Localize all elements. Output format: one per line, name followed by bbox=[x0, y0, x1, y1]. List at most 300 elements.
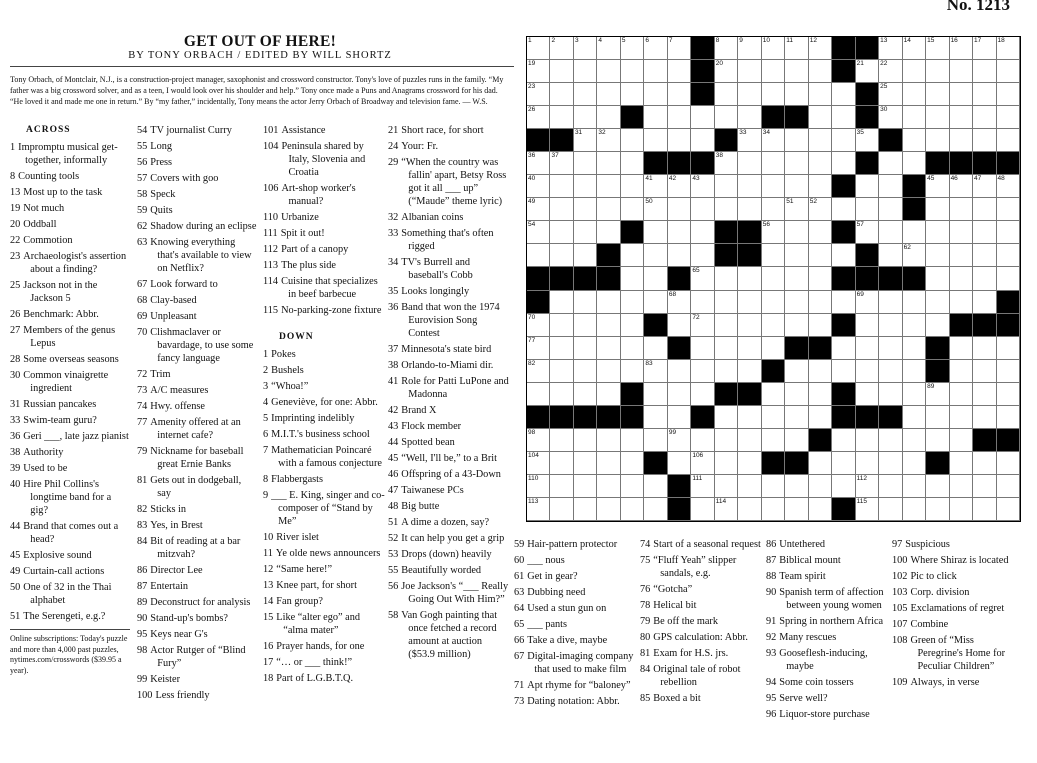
grid-square[interactable] bbox=[550, 452, 573, 475]
grid-square[interactable] bbox=[550, 198, 573, 221]
grid-square[interactable] bbox=[879, 498, 902, 521]
grid-square[interactable] bbox=[762, 152, 785, 175]
grid-square[interactable] bbox=[644, 429, 667, 452]
grid-square[interactable] bbox=[597, 475, 620, 498]
grid-square[interactable] bbox=[597, 383, 620, 406]
grid-square[interactable] bbox=[762, 498, 785, 521]
grid-square[interactable] bbox=[856, 291, 879, 314]
grid-square[interactable] bbox=[903, 498, 926, 521]
grid-square[interactable] bbox=[856, 129, 879, 152]
grid-square[interactable] bbox=[668, 406, 691, 429]
grid-square[interactable] bbox=[762, 314, 785, 337]
grid-square[interactable] bbox=[550, 175, 573, 198]
grid-square[interactable] bbox=[879, 37, 902, 60]
grid-square[interactable] bbox=[597, 83, 620, 106]
grid-square[interactable] bbox=[574, 291, 597, 314]
grid-square[interactable] bbox=[715, 83, 738, 106]
grid-square[interactable] bbox=[903, 291, 926, 314]
grid-square[interactable] bbox=[762, 60, 785, 83]
grid-square[interactable] bbox=[574, 175, 597, 198]
grid-square[interactable] bbox=[856, 221, 879, 244]
grid-square[interactable] bbox=[785, 221, 808, 244]
grid-square[interactable] bbox=[903, 129, 926, 152]
grid-square[interactable] bbox=[973, 175, 996, 198]
grid-square[interactable] bbox=[738, 129, 761, 152]
grid-square[interactable] bbox=[715, 429, 738, 452]
grid-square[interactable] bbox=[785, 83, 808, 106]
grid-square[interactable] bbox=[997, 129, 1020, 152]
grid-square[interactable] bbox=[738, 406, 761, 429]
grid-square[interactable] bbox=[762, 406, 785, 429]
grid-square[interactable] bbox=[621, 60, 644, 83]
grid-square[interactable] bbox=[527, 498, 550, 521]
grid-square[interactable] bbox=[621, 129, 644, 152]
grid-square[interactable] bbox=[738, 475, 761, 498]
grid-square[interactable] bbox=[997, 337, 1020, 360]
grid-square[interactable] bbox=[691, 452, 714, 475]
grid-square[interactable] bbox=[715, 406, 738, 429]
grid-square[interactable] bbox=[715, 314, 738, 337]
grid-square[interactable] bbox=[950, 198, 973, 221]
grid-square[interactable] bbox=[738, 314, 761, 337]
grid-square[interactable] bbox=[644, 475, 667, 498]
grid-square[interactable] bbox=[738, 37, 761, 60]
grid-square[interactable] bbox=[621, 498, 644, 521]
grid-square[interactable] bbox=[762, 291, 785, 314]
grid-square[interactable] bbox=[809, 383, 832, 406]
grid-square[interactable] bbox=[950, 267, 973, 290]
grid-square[interactable] bbox=[809, 83, 832, 106]
grid-square[interactable] bbox=[903, 406, 926, 429]
grid-square[interactable] bbox=[738, 267, 761, 290]
grid-square[interactable] bbox=[621, 244, 644, 267]
grid-square[interactable] bbox=[997, 406, 1020, 429]
grid-square[interactable] bbox=[715, 498, 738, 521]
grid-square[interactable] bbox=[856, 475, 879, 498]
grid-square[interactable] bbox=[785, 406, 808, 429]
grid-square[interactable] bbox=[856, 429, 879, 452]
grid-square[interactable] bbox=[832, 291, 855, 314]
grid-square[interactable] bbox=[668, 314, 691, 337]
grid-square[interactable] bbox=[738, 291, 761, 314]
grid-square[interactable] bbox=[668, 83, 691, 106]
grid-square[interactable] bbox=[738, 175, 761, 198]
grid-square[interactable] bbox=[973, 83, 996, 106]
grid-square[interactable] bbox=[527, 314, 550, 337]
grid-square[interactable] bbox=[668, 221, 691, 244]
grid-square[interactable] bbox=[879, 291, 902, 314]
grid-square[interactable] bbox=[644, 198, 667, 221]
grid-square[interactable] bbox=[574, 37, 597, 60]
grid-square[interactable] bbox=[950, 37, 973, 60]
grid-square[interactable] bbox=[785, 475, 808, 498]
grid-square[interactable] bbox=[668, 360, 691, 383]
grid-square[interactable] bbox=[621, 337, 644, 360]
grid-square[interactable] bbox=[644, 129, 667, 152]
grid-square[interactable] bbox=[926, 475, 949, 498]
grid-square[interactable] bbox=[550, 60, 573, 83]
grid-square[interactable] bbox=[644, 291, 667, 314]
grid-square[interactable] bbox=[574, 314, 597, 337]
grid-square[interactable] bbox=[574, 429, 597, 452]
grid-square[interactable] bbox=[691, 498, 714, 521]
grid-square[interactable] bbox=[785, 37, 808, 60]
grid-square[interactable] bbox=[809, 244, 832, 267]
grid-square[interactable] bbox=[550, 337, 573, 360]
grid-square[interactable] bbox=[597, 360, 620, 383]
grid-square[interactable] bbox=[762, 198, 785, 221]
grid-square[interactable] bbox=[597, 221, 620, 244]
grid-square[interactable] bbox=[997, 106, 1020, 129]
grid-square[interactable] bbox=[597, 498, 620, 521]
grid-square[interactable] bbox=[621, 175, 644, 198]
grid-square[interactable] bbox=[574, 221, 597, 244]
grid-square[interactable] bbox=[550, 152, 573, 175]
grid-square[interactable] bbox=[950, 337, 973, 360]
grid-square[interactable] bbox=[879, 360, 902, 383]
grid-square[interactable] bbox=[809, 37, 832, 60]
grid-square[interactable] bbox=[785, 291, 808, 314]
grid-square[interactable] bbox=[668, 291, 691, 314]
grid-square[interactable] bbox=[809, 475, 832, 498]
grid-square[interactable] bbox=[903, 475, 926, 498]
grid-square[interactable] bbox=[644, 83, 667, 106]
grid-square[interactable] bbox=[809, 267, 832, 290]
grid-square[interactable] bbox=[785, 129, 808, 152]
grid-square[interactable] bbox=[715, 106, 738, 129]
grid-square[interactable] bbox=[926, 83, 949, 106]
grid-square[interactable] bbox=[527, 106, 550, 129]
grid-square[interactable] bbox=[809, 314, 832, 337]
grid-square[interactable] bbox=[550, 429, 573, 452]
grid-square[interactable] bbox=[762, 267, 785, 290]
grid-square[interactable] bbox=[997, 221, 1020, 244]
grid-square[interactable] bbox=[785, 429, 808, 452]
grid-square[interactable] bbox=[738, 429, 761, 452]
grid-square[interactable] bbox=[832, 360, 855, 383]
grid-square[interactable] bbox=[926, 383, 949, 406]
grid-square[interactable] bbox=[550, 314, 573, 337]
grid-square[interactable] bbox=[621, 291, 644, 314]
grid-square[interactable] bbox=[597, 175, 620, 198]
grid-square[interactable] bbox=[926, 498, 949, 521]
grid-square[interactable] bbox=[809, 106, 832, 129]
grid-square[interactable] bbox=[879, 244, 902, 267]
grid-square[interactable] bbox=[597, 152, 620, 175]
grid-square[interactable] bbox=[809, 152, 832, 175]
grid-square[interactable] bbox=[597, 37, 620, 60]
grid-square[interactable] bbox=[903, 37, 926, 60]
grid-square[interactable] bbox=[574, 244, 597, 267]
grid-square[interactable] bbox=[903, 452, 926, 475]
grid-square[interactable] bbox=[903, 106, 926, 129]
grid-square[interactable] bbox=[879, 83, 902, 106]
grid-square[interactable] bbox=[644, 337, 667, 360]
grid-square[interactable] bbox=[785, 244, 808, 267]
grid-square[interactable] bbox=[785, 498, 808, 521]
grid-square[interactable] bbox=[950, 475, 973, 498]
grid-square[interactable] bbox=[527, 337, 550, 360]
grid-square[interactable] bbox=[550, 83, 573, 106]
grid-square[interactable] bbox=[997, 267, 1020, 290]
grid-square[interactable] bbox=[973, 360, 996, 383]
grid-square[interactable] bbox=[527, 429, 550, 452]
grid-square[interactable] bbox=[691, 337, 714, 360]
grid-square[interactable] bbox=[715, 291, 738, 314]
grid-square[interactable] bbox=[879, 198, 902, 221]
grid-square[interactable] bbox=[644, 498, 667, 521]
grid-square[interactable] bbox=[644, 244, 667, 267]
grid-square[interactable] bbox=[691, 291, 714, 314]
grid-square[interactable] bbox=[950, 175, 973, 198]
grid-square[interactable] bbox=[879, 106, 902, 129]
grid-square[interactable] bbox=[574, 106, 597, 129]
grid-square[interactable] bbox=[762, 244, 785, 267]
grid-square[interactable] bbox=[668, 452, 691, 475]
grid-square[interactable] bbox=[950, 244, 973, 267]
grid-square[interactable] bbox=[950, 498, 973, 521]
grid-square[interactable] bbox=[527, 383, 550, 406]
grid-square[interactable] bbox=[832, 429, 855, 452]
grid-square[interactable] bbox=[809, 498, 832, 521]
grid-square[interactable] bbox=[527, 37, 550, 60]
grid-square[interactable] bbox=[738, 498, 761, 521]
grid-square[interactable] bbox=[926, 267, 949, 290]
grid-square[interactable] bbox=[762, 383, 785, 406]
grid-square[interactable] bbox=[644, 406, 667, 429]
grid-square[interactable] bbox=[950, 360, 973, 383]
grid-square[interactable] bbox=[903, 383, 926, 406]
grid-square[interactable] bbox=[903, 337, 926, 360]
grid-square[interactable] bbox=[997, 452, 1020, 475]
grid-square[interactable] bbox=[527, 244, 550, 267]
grid-square[interactable] bbox=[527, 175, 550, 198]
grid-square[interactable] bbox=[621, 198, 644, 221]
grid-square[interactable] bbox=[926, 129, 949, 152]
grid-square[interactable] bbox=[903, 60, 926, 83]
grid-square[interactable] bbox=[738, 60, 761, 83]
grid-square[interactable] bbox=[621, 314, 644, 337]
grid-square[interactable] bbox=[809, 291, 832, 314]
grid-square[interactable] bbox=[832, 129, 855, 152]
grid-square[interactable] bbox=[973, 221, 996, 244]
grid-square[interactable] bbox=[832, 337, 855, 360]
grid-square[interactable] bbox=[597, 314, 620, 337]
grid-square[interactable] bbox=[832, 106, 855, 129]
grid-square[interactable] bbox=[856, 452, 879, 475]
grid-square[interactable] bbox=[926, 221, 949, 244]
grid-square[interactable] bbox=[668, 429, 691, 452]
grid-square[interactable] bbox=[644, 221, 667, 244]
grid-square[interactable] bbox=[550, 475, 573, 498]
grid-square[interactable] bbox=[574, 129, 597, 152]
grid-square[interactable] bbox=[691, 360, 714, 383]
grid-square[interactable] bbox=[973, 37, 996, 60]
grid-square[interactable] bbox=[738, 152, 761, 175]
grid-square[interactable] bbox=[644, 60, 667, 83]
grid-square[interactable] bbox=[691, 221, 714, 244]
grid-square[interactable] bbox=[973, 106, 996, 129]
grid-square[interactable] bbox=[715, 175, 738, 198]
grid-square[interactable] bbox=[691, 314, 714, 337]
grid-square[interactable] bbox=[715, 267, 738, 290]
grid-square[interactable] bbox=[903, 244, 926, 267]
grid-square[interactable] bbox=[926, 198, 949, 221]
grid-square[interactable] bbox=[785, 198, 808, 221]
grid-square[interactable] bbox=[597, 106, 620, 129]
grid-square[interactable] bbox=[997, 244, 1020, 267]
grid-square[interactable] bbox=[809, 175, 832, 198]
grid-square[interactable] bbox=[950, 452, 973, 475]
grid-square[interactable] bbox=[574, 152, 597, 175]
grid-square[interactable] bbox=[762, 83, 785, 106]
grid-square[interactable] bbox=[644, 383, 667, 406]
grid-square[interactable] bbox=[950, 221, 973, 244]
grid-square[interactable] bbox=[527, 221, 550, 244]
grid-square[interactable] bbox=[950, 406, 973, 429]
grid-square[interactable] bbox=[903, 152, 926, 175]
grid-square[interactable] bbox=[644, 360, 667, 383]
grid-square[interactable] bbox=[621, 429, 644, 452]
grid-square[interactable] bbox=[903, 314, 926, 337]
grid-square[interactable] bbox=[762, 175, 785, 198]
grid-square[interactable] bbox=[668, 129, 691, 152]
grid-square[interactable] bbox=[550, 106, 573, 129]
grid-square[interactable] bbox=[550, 221, 573, 244]
grid-square[interactable] bbox=[926, 429, 949, 452]
grid-square[interactable] bbox=[903, 429, 926, 452]
grid-square[interactable] bbox=[644, 267, 667, 290]
grid-square[interactable] bbox=[785, 175, 808, 198]
grid-square[interactable] bbox=[926, 106, 949, 129]
grid-square[interactable] bbox=[997, 383, 1020, 406]
grid-square[interactable] bbox=[973, 60, 996, 83]
grid-square[interactable] bbox=[856, 198, 879, 221]
grid-square[interactable] bbox=[574, 337, 597, 360]
grid-square[interactable] bbox=[715, 198, 738, 221]
grid-square[interactable] bbox=[832, 152, 855, 175]
grid-square[interactable] bbox=[950, 129, 973, 152]
grid-square[interactable] bbox=[809, 129, 832, 152]
grid-square[interactable] bbox=[527, 152, 550, 175]
grid-square[interactable] bbox=[715, 60, 738, 83]
grid-square[interactable] bbox=[832, 452, 855, 475]
grid-square[interactable] bbox=[950, 291, 973, 314]
grid-square[interactable] bbox=[527, 60, 550, 83]
grid-square[interactable] bbox=[691, 198, 714, 221]
grid-square[interactable] bbox=[879, 152, 902, 175]
grid-square[interactable] bbox=[738, 452, 761, 475]
grid-square[interactable] bbox=[973, 267, 996, 290]
grid-square[interactable] bbox=[668, 198, 691, 221]
grid-square[interactable] bbox=[597, 429, 620, 452]
grid-square[interactable] bbox=[903, 221, 926, 244]
grid-square[interactable] bbox=[903, 360, 926, 383]
grid-square[interactable] bbox=[691, 129, 714, 152]
grid-square[interactable] bbox=[997, 498, 1020, 521]
grid-square[interactable] bbox=[527, 452, 550, 475]
grid-square[interactable] bbox=[950, 83, 973, 106]
grid-square[interactable] bbox=[997, 360, 1020, 383]
grid-square[interactable] bbox=[691, 106, 714, 129]
grid-square[interactable] bbox=[691, 475, 714, 498]
grid-square[interactable] bbox=[691, 429, 714, 452]
grid-square[interactable] bbox=[903, 83, 926, 106]
grid-square[interactable] bbox=[879, 60, 902, 83]
grid-square[interactable] bbox=[715, 475, 738, 498]
grid-square[interactable] bbox=[785, 267, 808, 290]
grid-square[interactable] bbox=[527, 475, 550, 498]
grid-square[interactable] bbox=[574, 198, 597, 221]
grid-square[interactable] bbox=[973, 452, 996, 475]
grid-square[interactable] bbox=[997, 475, 1020, 498]
grid-square[interactable] bbox=[762, 221, 785, 244]
grid-square[interactable] bbox=[879, 314, 902, 337]
grid-square[interactable] bbox=[621, 37, 644, 60]
grid-square[interactable] bbox=[856, 337, 879, 360]
grid-square[interactable] bbox=[738, 106, 761, 129]
grid-square[interactable] bbox=[973, 129, 996, 152]
grid-square[interactable] bbox=[738, 83, 761, 106]
grid-square[interactable] bbox=[574, 498, 597, 521]
grid-square[interactable] bbox=[668, 244, 691, 267]
grid-square[interactable] bbox=[621, 152, 644, 175]
grid-square[interactable] bbox=[621, 452, 644, 475]
grid-square[interactable] bbox=[973, 198, 996, 221]
grid-square[interactable] bbox=[527, 360, 550, 383]
grid-square[interactable] bbox=[950, 106, 973, 129]
grid-square[interactable] bbox=[574, 475, 597, 498]
grid-square[interactable] bbox=[785, 152, 808, 175]
grid-square[interactable] bbox=[856, 360, 879, 383]
grid-square[interactable] bbox=[926, 314, 949, 337]
grid-square[interactable] bbox=[621, 267, 644, 290]
grid-square[interactable] bbox=[715, 360, 738, 383]
grid-square[interactable] bbox=[832, 198, 855, 221]
grid-square[interactable] bbox=[997, 175, 1020, 198]
grid-square[interactable] bbox=[762, 337, 785, 360]
grid-square[interactable] bbox=[597, 337, 620, 360]
grid-square[interactable] bbox=[997, 60, 1020, 83]
grid-square[interactable] bbox=[926, 244, 949, 267]
grid-square[interactable] bbox=[715, 37, 738, 60]
grid-square[interactable] bbox=[997, 198, 1020, 221]
grid-square[interactable] bbox=[668, 60, 691, 83]
grid-square[interactable] bbox=[879, 337, 902, 360]
grid-square[interactable] bbox=[715, 152, 738, 175]
grid-square[interactable] bbox=[879, 383, 902, 406]
grid-square[interactable] bbox=[550, 291, 573, 314]
grid-square[interactable] bbox=[644, 175, 667, 198]
grid-square[interactable] bbox=[668, 175, 691, 198]
grid-square[interactable] bbox=[973, 337, 996, 360]
grid-square[interactable] bbox=[832, 475, 855, 498]
grid-square[interactable] bbox=[809, 452, 832, 475]
grid-square[interactable] bbox=[550, 383, 573, 406]
grid-square[interactable] bbox=[762, 475, 785, 498]
grid-square[interactable] bbox=[973, 291, 996, 314]
grid-square[interactable] bbox=[762, 429, 785, 452]
grid-square[interactable] bbox=[856, 383, 879, 406]
grid-square[interactable] bbox=[973, 498, 996, 521]
grid-square[interactable] bbox=[879, 452, 902, 475]
grid-square[interactable] bbox=[668, 106, 691, 129]
grid-square[interactable] bbox=[785, 314, 808, 337]
grid-square[interactable] bbox=[715, 452, 738, 475]
grid-square[interactable] bbox=[597, 60, 620, 83]
grid-square[interactable] bbox=[621, 475, 644, 498]
grid-square[interactable] bbox=[738, 337, 761, 360]
